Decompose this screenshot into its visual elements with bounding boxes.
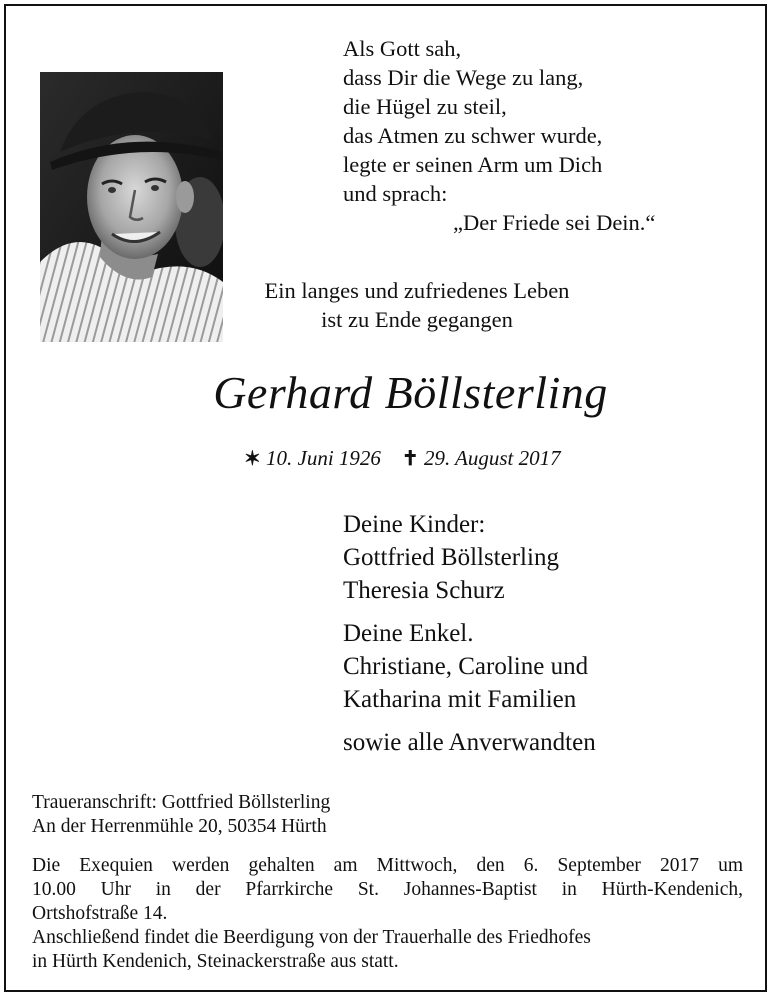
portrait-photo <box>40 72 223 342</box>
relatives-line: sowie alle Anverwandten <box>343 729 596 756</box>
birth-date: 10. Juni 1926 <box>266 446 381 470</box>
portrait-image <box>40 72 223 342</box>
death-date: 29. August 2017 <box>423 446 561 470</box>
mourners-list <box>343 508 743 769</box>
grandchildren-heading: Deine Enkel. <box>343 620 474 647</box>
poem-line: dass Dir die Wege zu lang, <box>343 65 584 90</box>
notice-line: Ortshofstraße 14. <box>32 903 168 924</box>
grandchildren-line: Katharina mit Familien <box>343 686 577 713</box>
intro-text <box>232 276 602 334</box>
birth-star-icon: ✶ <box>244 448 261 470</box>
notice-line: in Hürth Kendenich, Steinackerstraße aus statt. <box>32 951 399 972</box>
intro-line: ist zu Ende gegangen <box>321 307 513 332</box>
poem-line: die Hügel zu steil, <box>343 94 507 119</box>
notice-line: 10.00 Uhr in der Pfarrkirche St. Johannes-Baptist in Hürth-Kendenich, <box>32 879 743 900</box>
poem-quote: „Der Friede sei Dein.“ <box>453 210 656 235</box>
address-line: Traueranschrift: Gottfried Böllsterling <box>32 792 331 813</box>
death-cross-icon: ✝ <box>401 448 419 470</box>
children-group <box>343 508 743 607</box>
notice-line: Die Exequien werden gehalten am Mittwoch, den 6. September 2017 um <box>32 855 743 876</box>
child-name: Theresia Schurz <box>343 577 505 604</box>
deceased-name: Gerhard Böllsterling <box>213 367 608 418</box>
notice-line: Anschließend findet die Beerdigung von der Trauerhalle des Friedhofes <box>32 927 591 948</box>
intro-line: Ein langes und zufriedenes Leben <box>264 278 570 303</box>
poem-line: und sprach: <box>343 181 448 206</box>
funeral-notice <box>32 854 743 974</box>
life-dates <box>244 446 644 471</box>
mourning-address <box>32 791 732 839</box>
child-name: Gottfried Böllsterling <box>343 544 559 571</box>
poem-line: das Atmen zu schwer wurde, <box>343 123 603 148</box>
poem-line: legte er seinen Arm um Dich <box>343 152 603 177</box>
relatives-group <box>343 726 743 759</box>
children-heading: Deine Kinder: <box>343 511 486 538</box>
poem-line: Als Gott sah, <box>343 36 462 61</box>
obituary-frame <box>4 4 767 992</box>
grandchildren-line: Christiane, Caroline und <box>343 653 589 680</box>
grandchildren-group <box>343 617 743 716</box>
memorial-poem <box>343 34 743 237</box>
address-line: An der Herrenmühle 20, 50354 Hürth <box>32 816 327 837</box>
